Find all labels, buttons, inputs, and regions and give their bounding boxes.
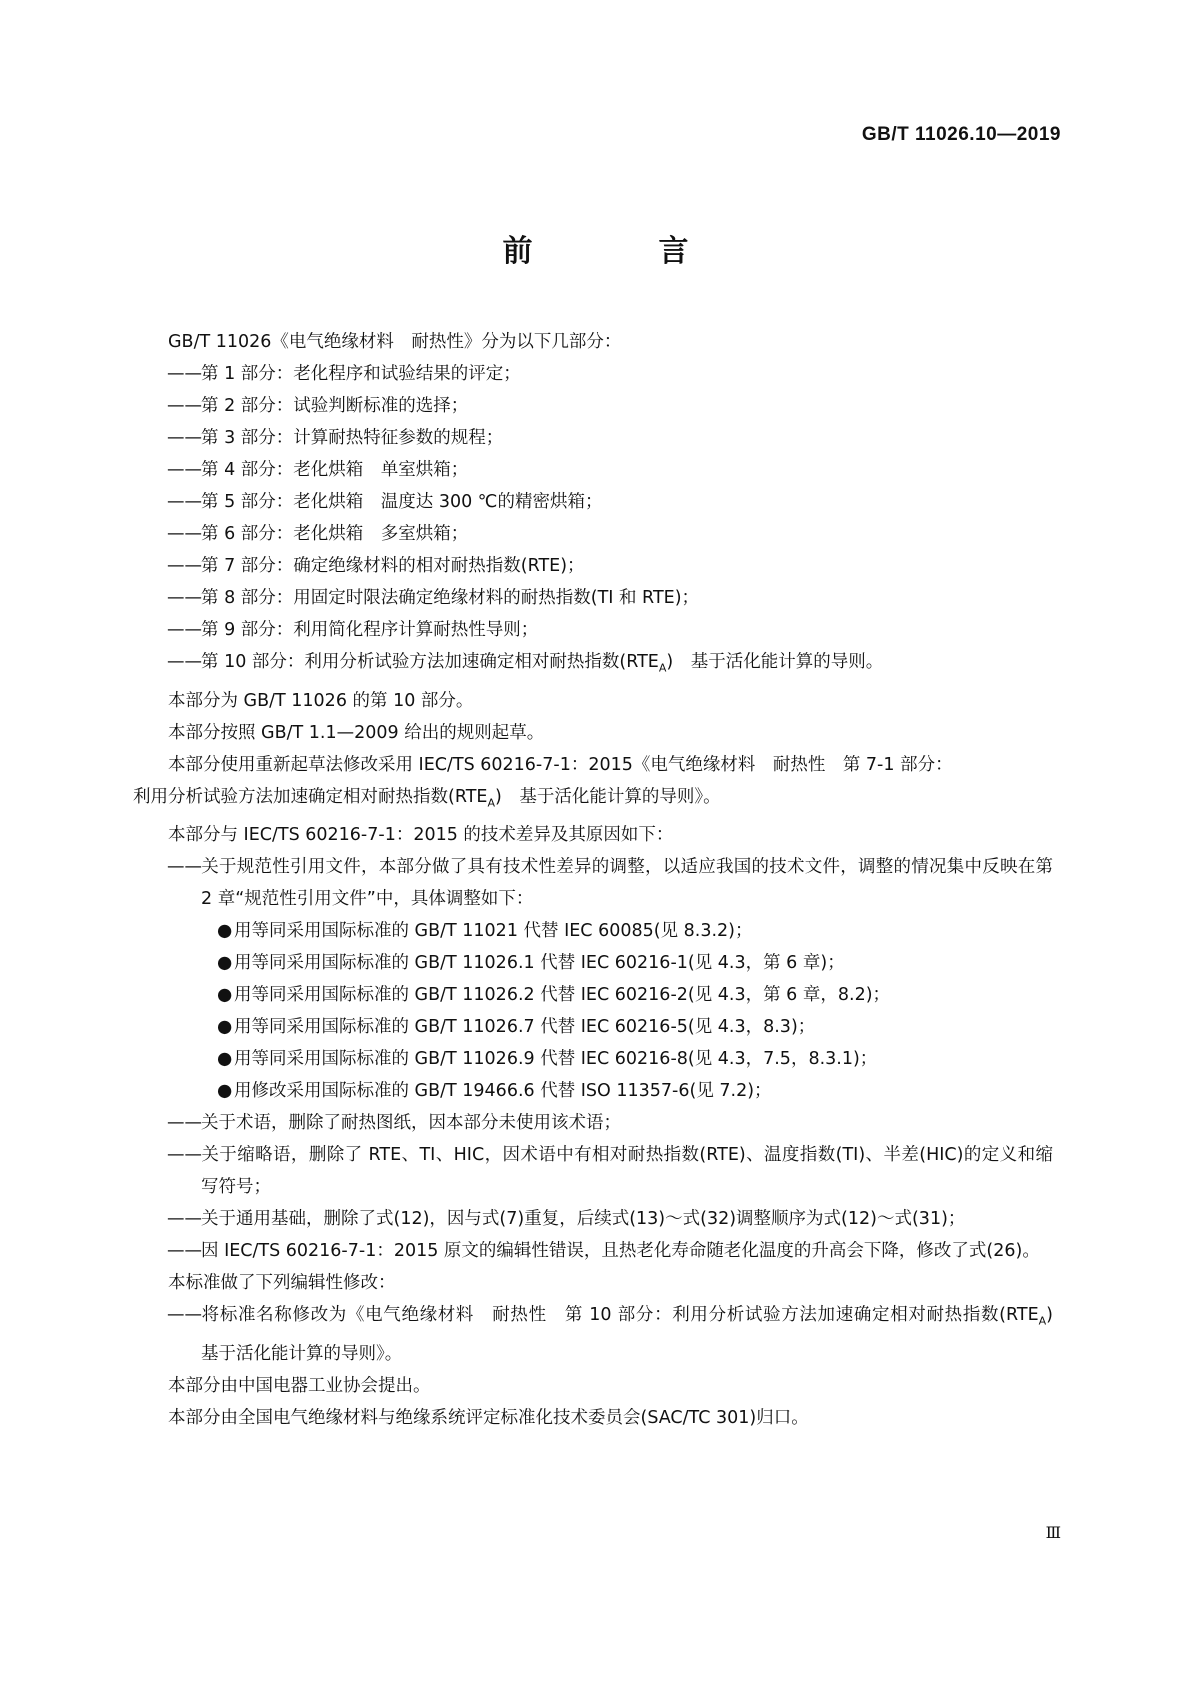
dash-mark: —— <box>167 364 202 384</box>
bullet-mark: ● <box>217 921 233 941</box>
ref-bullet-3: ● 用等同采用国际标准的 GB/T 11026.2 代替 IEC 60216-2(见 4.3，第 6 章，8.2)； <box>133 979 1053 1011</box>
bullet-mark: ● <box>217 1049 233 1069</box>
dash-mark: —— <box>167 588 202 608</box>
diff-abbreviations: ——关于缩略语，删除了 RTE、TI、HIC，因术语中有相对耐热指数(RTE)、温度指数(TI)、半差(HIC)的定义和缩写符号； <box>133 1139 1053 1203</box>
adoption-paragraph-cont: 利用分析试验方法加速确定相对耐热指数$(RTE_A)$ 基于活化能计算的导则》。 <box>133 786 721 809</box>
list-item-part-1: ——第 1 部分：老化程序和试验结果的评定； <box>133 358 1053 390</box>
dash-mark: —— <box>167 396 202 416</box>
page-title: 前 言 <box>502 234 737 269</box>
diff-normative-refs: ——关于规范性引用文件，本部分做了具有技术性差异的调整，以适应我国的技术文件，调整的情况集中反映在第 2 章“规范性引用文件”中，具体调整如下： <box>133 851 1053 915</box>
ref-bullet-1: ● 用等同采用国际标准的 GB/T 11021 代替 IEC 60085(见 8.3.2)； <box>133 915 1053 947</box>
intro-paragraph: GB/T 11026《电气绝缘材料 耐热性》分为以下几部分： <box>168 332 622 352</box>
list-item-part-6: ——第 6 部分：老化烘箱 多室烘箱； <box>133 518 1053 550</box>
adoption-paragraph: 本部分使用重新起草法修改采用 IEC/TS 60216-7-1：2015《电气绝缘材料 耐热性 第 7-1 部分： <box>168 754 953 775</box>
list-item-part-3: ——第 3 部分：计算耐热特征参数的规程； <box>133 422 1053 454</box>
part-statement: 本部分为 GB/T 11026 的第 10 部分。 <box>168 690 474 711</box>
dash-mark: —— <box>167 556 202 576</box>
ref-bullet-2: ● 用等同采用国际标准的 GB/T 11026.1 代替 IEC 60216-1(见 4.3，第 6 章)； <box>133 947 1053 979</box>
bullet-mark: ● <box>217 1081 233 1101</box>
proposed-by: 本部分由中国电器工业协会提出。 <box>168 1375 431 1396</box>
diff-terms: ——关于术语，删除了耐热图纸，因本部分未使用该术语； <box>133 1107 1053 1139</box>
technical-differences-intro: 本部分与 IEC/TS 60216-7-1：2015 的技术差异及其原因如下： <box>168 825 674 845</box>
diff-general-basis: ——关于通用基础，删除了式(12)，因与式(7)重复，后续式(13)～式(32)调整顺序为式(12)～式(31)； <box>133 1203 1053 1235</box>
bullet-mark: ● <box>217 985 233 1005</box>
dash-mark: —— <box>167 652 202 672</box>
drafting-rules: 本部分按照 GB/T 1.1—2009 给出的规则起草。 <box>168 722 545 743</box>
dash-mark: —— <box>167 857 202 877</box>
list-item-part-9: ——第 9 部分：利用简化程序计算耐热性导则； <box>133 614 1053 646</box>
dash-mark: —— <box>167 1145 202 1165</box>
dash-mark: —— <box>167 620 202 640</box>
ref-bullet-5: ● 用等同采用国际标准的 GB/T 11026.9 代替 IEC 60216-8(见 4.3，7.5，8.3.1)； <box>133 1043 1053 1075</box>
bullet-mark: ● <box>217 1017 233 1037</box>
ref-bullet-4: ● 用等同采用国际标准的 GB/T 11026.7 代替 IEC 60216-5(见 4.3，8.3)； <box>133 1011 1053 1043</box>
dash-mark: —— <box>167 460 202 480</box>
list-item-part-10: ——第 10 部分：利用分析试验方法加速确定相对耐热指数$(RTE_A)$ 基于活化能计算的导则。 <box>133 646 1053 685</box>
diff-editorial-error: ——因 IEC/TS 60216-7-1：2015 原文的编辑性错误，且热老化寿命随老化温度的升高会下降，修改了式(26)。 <box>133 1235 1053 1267</box>
dash-mark: —— <box>167 1241 202 1261</box>
list-item-part-7: ——第 7 部分：确定绝缘材料的相对耐热指数(RTE)； <box>133 550 1053 582</box>
dash-mark: —— <box>167 524 202 544</box>
dash-mark: —— <box>167 492 202 512</box>
centralized-by: 本部分由全国电气绝缘材料与绝缘系统评定标准化技术委员会(SAC/TC 301)归口。 <box>168 1407 809 1428</box>
list-item-part-8: ——第 8 部分：用固定时限法确定绝缘材料的耐热指数(TI 和 RTE)； <box>133 582 1053 614</box>
ref-bullet-6: ● 用修改采用国际标准的 GB/T 19466.6 代替 ISO 11357-6(见 7.2)； <box>133 1075 1053 1107</box>
editorial-change-title: ——将标准名称修改为《电气绝缘材料 耐热性 第 10 部分：利用分析试验方法加速确定相对耐热指数$(RTE_A)$ 基于活化能计算的导则》。 <box>133 1299 1053 1370</box>
dash-mark: —— <box>167 1209 202 1229</box>
bullet-mark: ● <box>217 953 233 973</box>
dash-mark: —— <box>167 1305 202 1325</box>
list-item-part-2: ——第 2 部分：试验判断标准的选择； <box>133 390 1053 422</box>
list-item-part-5: ——第 5 部分：老化烘箱 温度达 300 ℃的精密烘箱； <box>133 486 1053 518</box>
dash-mark: —— <box>167 1113 202 1133</box>
standard-code: GB/T 11026.10—2019 <box>861 124 1061 145</box>
list-item-part-4: ——第 4 部分：老化烘箱 单室烘箱； <box>133 454 1053 486</box>
page-number: Ⅲ <box>1045 1523 1061 1542</box>
foreword-body <box>133 326 1071 1434</box>
dash-mark: —— <box>167 428 202 448</box>
editorial-changes-intro: 本标准做了下列编辑性修改： <box>168 1273 396 1293</box>
